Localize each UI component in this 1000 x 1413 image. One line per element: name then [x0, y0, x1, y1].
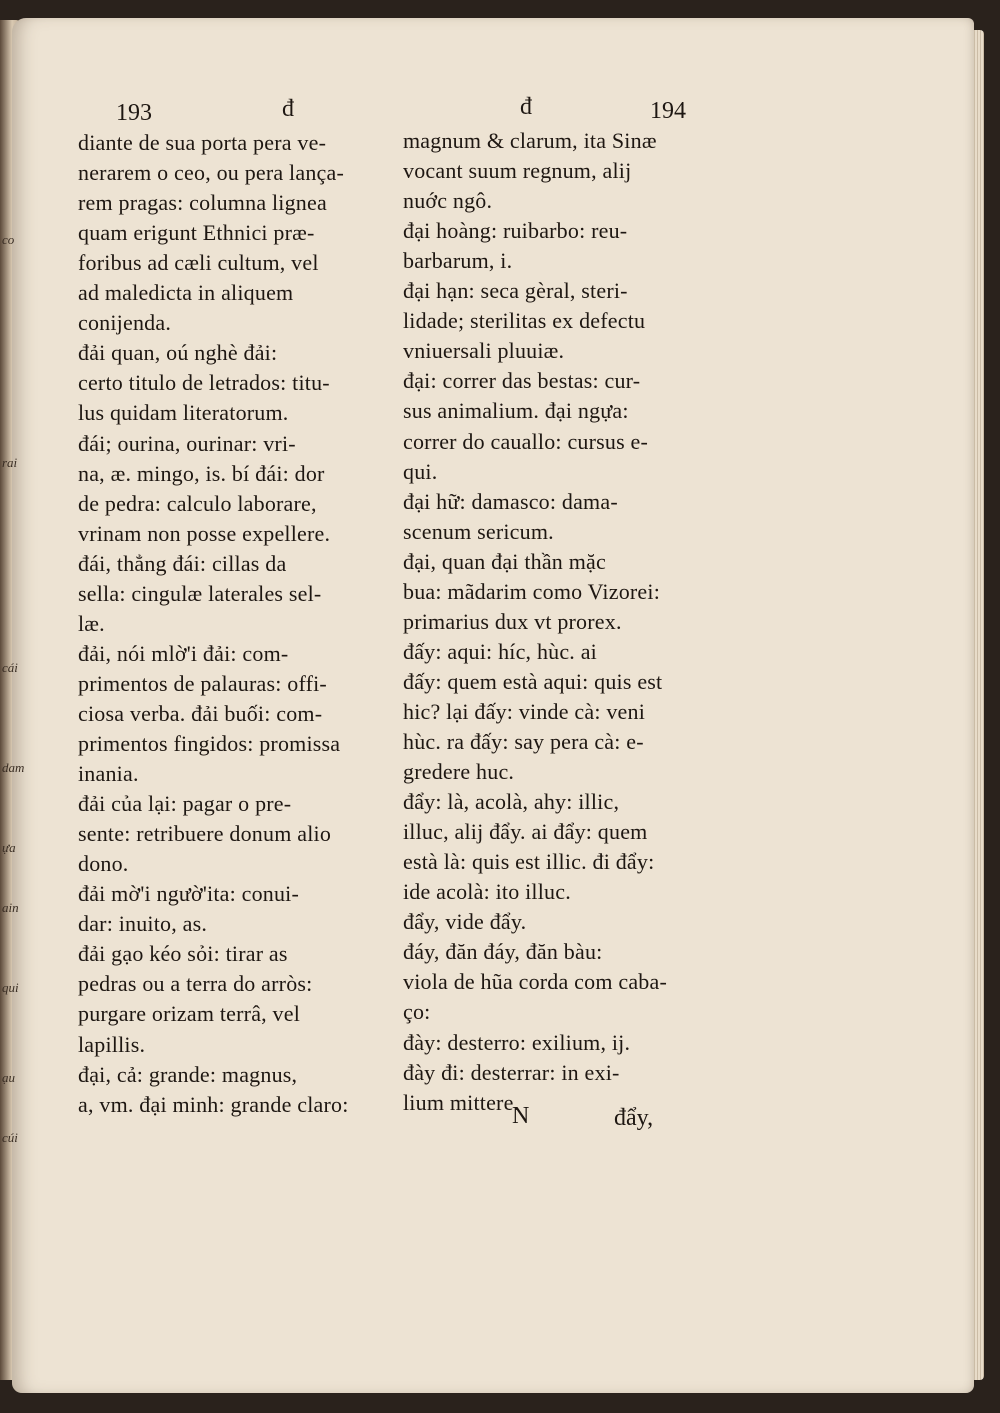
text-line: primarius dux vt prorex. [403, 609, 622, 634]
text-line: ço: [403, 999, 431, 1024]
text-line: dar: inuito, as. [78, 911, 208, 936]
text-line: đải gạo kéo sỏi: tirar as [78, 941, 288, 966]
text-line: dono. [78, 851, 129, 876]
gutter-fragment: cúi [2, 1130, 18, 1145]
text-line: hùc. ra đấy: say pera cà: e- [403, 729, 644, 754]
text-line: purgare orizam terrâ, vel [78, 1001, 301, 1026]
text-line: vrinam non posse expellere. [78, 521, 331, 546]
catchword: đẩy, [614, 1105, 654, 1131]
text-line: quam erigunt Ethnici præ- [78, 220, 315, 245]
gutter-fragment: cái [2, 660, 18, 675]
gutter-fragment: co [2, 232, 15, 247]
text-line: đày đi: desterrar: in exi- [403, 1060, 620, 1085]
text-line: nerarem o ceo, ou pera lança- [78, 160, 344, 185]
text-line: a, vm. đại minh: grande claro: [78, 1092, 349, 1117]
text-line: lus quidam literatorum. [78, 400, 289, 425]
gutter-fragment: rai [2, 455, 18, 470]
signature-mark: N [512, 1103, 530, 1129]
text-line: inania. [78, 761, 139, 786]
text-line: gredere huc. [403, 759, 515, 784]
text-line: đải quan, oú nghè đải: [78, 340, 278, 365]
text-line: đại, quan đại thần mặc [403, 549, 606, 574]
text-line: đại: correr das bestas: cur- [403, 368, 641, 393]
text-line: đày: desterro: exilium, ij. [403, 1030, 631, 1055]
text-line: đáy, đăn đáy, đăn bàu: [403, 939, 603, 964]
text-line: de pedra: calculo laborare, [78, 491, 317, 516]
gutter-fragment: dam [2, 760, 25, 775]
text-line: diante de sua porta pera ve- [78, 130, 327, 155]
text-line: lidade; sterilitas ex defectu [403, 308, 646, 333]
text-line: primentos fingidos: promissa [78, 731, 341, 756]
text-line: đẩy, vide đẩy. [403, 909, 527, 934]
text-line: sus animalium. đại ngựa: [403, 398, 629, 423]
text-line: đại hoàng: ruibarbo: reu- [403, 218, 628, 243]
text-line: nuớc ngô. [403, 188, 493, 213]
text-line: magnum & clarum, ita Sinæ [403, 128, 657, 153]
text-line: na, æ. mingo, is. bí đái: dor [78, 461, 325, 486]
text-line: correr do cauallo: cursus e- [403, 429, 649, 454]
text-line: bua: mãdarim como Vizorei: [403, 579, 661, 604]
gutter-fragment: ain [2, 900, 19, 915]
text-line: barbarum, i. [403, 248, 513, 273]
text-line: foribus ad cæli cultum, vel [78, 250, 319, 275]
text-line: rem pragas: columna lignea [78, 190, 327, 215]
text-line: qui. [403, 459, 438, 484]
text-line: ide acolà: ito illuc. [403, 879, 571, 904]
right-page-edge [974, 30, 984, 1380]
text-line: đái, thẳng đái: cillas da [78, 551, 287, 576]
text-line: đại, cả: grande: magnus, [78, 1062, 298, 1087]
text-line: lium mittere. [403, 1090, 520, 1115]
text-line: đải, nói mlờ'i đải: com- [78, 641, 289, 666]
text-line: ad maledicta in aliquem [78, 280, 294, 305]
text-line: lapillis. [78, 1032, 146, 1057]
text-line: đái; ourina, ourinar: vri- [78, 431, 296, 456]
text-line: đẩy: là, acolà, ahy: illic, [403, 789, 620, 814]
text-line: đấy: aqui: híc, hùc. ai [403, 639, 597, 664]
right-running-head: đ [520, 94, 532, 120]
text-line: conijenda. [78, 310, 172, 335]
text-line: està là: quis est illic. đi đẩy: [403, 849, 655, 874]
text-line: illuc, alij đẩy. ai đẩy: quem [403, 819, 648, 844]
text-line: læ. [78, 611, 105, 636]
left-page-number: 193 [116, 100, 152, 126]
left-running-head: đ [282, 96, 294, 122]
text-line: đấy: quem està aqui: quis est [403, 669, 663, 694]
gutter-fragment: qui [2, 980, 19, 995]
text-line: sente: retribuere donum alio [78, 821, 332, 846]
text-line: hic? lại đấy: vinde cà: veni [403, 699, 646, 724]
text-line: vniuersali pluuiæ. [403, 338, 565, 363]
text-line: viola de hũa corda com caba- [403, 969, 667, 994]
text-line: đải mờ'i ngườ'ita: conui- [78, 881, 300, 906]
text-line: certo titulo de letrados: titu- [78, 370, 330, 395]
text-line: pedras ou a terra do arròs: [78, 971, 313, 996]
gutter-fragment: ựa [2, 840, 16, 855]
text-line: đải của lại: pagar o pre- [78, 791, 292, 816]
text-line: scenum sericum. [403, 519, 554, 544]
right-page-number: 194 [650, 98, 686, 124]
text-line: ciosa verba. đải buối: com- [78, 701, 323, 726]
gutter-fragment: ạu [2, 1070, 15, 1085]
text-line: sella: cingulæ laterales sel- [78, 581, 322, 606]
text-line: đại hạn: seca gèral, steri- [403, 278, 628, 303]
text-line: primentos de palauras: offi- [78, 671, 327, 696]
text-line: vocant suum regnum, alij [403, 158, 632, 183]
text-line: đại hữ: damasco: dama- [403, 489, 618, 514]
